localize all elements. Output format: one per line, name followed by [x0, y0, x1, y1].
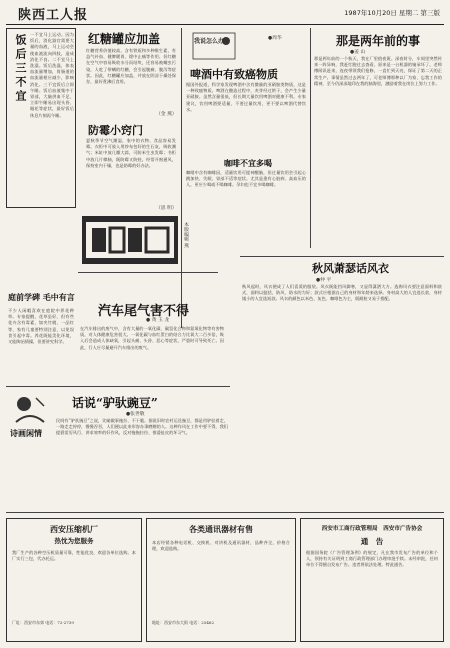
body-beer: 据国外报道，科学家发现啤酒中含有微量的亚硝胺类物质，这是一种致癌物质。啤酒在酿造过程中，麦芽经过烘干，会产生少量亚硝胺。虽然含量很低，但长期大量饮用啤酒对健康不利。专家建议，饮用啤酒要适量，不要过量饮用，更不要以啤酒代替饮水。: [186, 82, 306, 112]
byline-red-sugar: （金 燕）: [156, 112, 177, 117]
headline-two-years: 那是两年前的事: [336, 34, 421, 48]
byline-autumn: ●仲 平: [316, 278, 332, 283]
notice-left-title: 西安压缩机厂: [50, 525, 98, 534]
masthead: [6, 4, 444, 24]
byline-beer: ●周华: [268, 36, 282, 41]
banner-art-icon: [82, 216, 178, 264]
notice-right-body: 根据国务院《广告管理条例》的规定，凡在我市发布广告的单位和个人，须持有关证明到工商行政管理部门办理审批手续。未经审批，任何单位不得擅自发布广告。违者将依法处理。特此通告。: [306, 550, 438, 568]
body-song: 民间有“驴驮豌豆”之说，比喻做事拖拉、不干脆。据说旧时农村运送豌豆，都是用驴驮着走，一路走走停停，慢慢吞吞，人们便以此来形容办事磨蹭的人。这种作风在工作中要不得，我们提倡雷厉风行、讲求效率的好作风，反对拖拖拉拉、推诿扯皮的坏习气。: [56, 418, 228, 436]
notice-left-contact: 厂址：西安市东郊 电话：72-2739: [12, 620, 74, 625]
rule-autumn: [240, 256, 444, 257]
column-divider-right: [310, 28, 311, 248]
body-red-sugar: 红糖营养价值较高，含有铁质和多种维生素，有益气补血、健脾暖胃、缓中止痛等作用。但红糖在空气中容易吸收水分而结块，还容易被螨虫污染，人吃了带螨的红糖，会引起腹痛、腹泻等症状。因此，红糖罐应加盖，并放在阴凉干燥处保存，最好煮沸后食用。: [86, 48, 176, 85]
headline-lugou: 庭前学碑 毛中有言: [8, 292, 75, 302]
decorative-banner: [82, 216, 178, 264]
notice-mid-contact: 地址：西安市东大街 电话：25462: [152, 620, 214, 625]
body-two-years: 那是两年前的一个秋天，我在厂里值夜班。深夜时分，车间里突然传来一阵异响，我赶忙跑过去查看，原来是一台机器的轴承坏了。老师傅闻讯赶来，连夜带领我们抢修，一直忙到天亮，保证了第二天的正常生产。事情虽然过去两年了，可老师傅那种以厂为家、忘我工作的精神，至今仍深深地印在我的脑海里，激励着我在岗位上努力工作。: [314, 56, 442, 86]
notice-right-subtitle: 通 告: [360, 537, 384, 546]
body-autumn: 秋风起时，风衣便成了人们喜爱的服装。风衣既能挡风御寒，又显得潇洒大方。选购风衣要注意面料和款式，面料以挺括、防风、防水的为好；款式应根据自己的身材和年龄来选择。身材高大的人宜选长款，身材矮小的人宜选短款。风衣的颜色以米色、灰色、咖啡色为主，既耐脏又易于搭配。: [242, 284, 442, 302]
headline-fangmei: 防霉小窍门: [88, 124, 143, 137]
byline-driving: ● 黄 玉 龙: [146, 318, 170, 323]
notice-left-subtitle: 热忱为您服务: [54, 537, 94, 545]
paper-name: 陕西工人报: [18, 8, 89, 23]
newspaper-page: [6, 4, 444, 644]
notice-mid-body: 本店经销各种电话机、交换机、对讲机及通讯器材，品种齐全，价格合理，欢迎选购。: [152, 540, 290, 552]
body-fangmei: 夏秋季节空气潮湿，家中的衣物、食品容易发霉。衣柜中可放入用纱布包好的生石灰，吸收潮气；米缸中放几瓣大蒜，可防米生虫发霉；书柜中放几片樟脑，既防霉又防蛀。经常开窗通风，保持室内干燥，也是防霉的好办法。: [86, 138, 176, 168]
rule-song: [6, 386, 230, 387]
ad-box-caption: 本版编辑 燕: [183, 222, 188, 248]
headline-beer: 啤酒中有致癌物质: [190, 68, 278, 81]
headline-coffee: 咖啡不宜多喝: [224, 158, 272, 168]
body-ai-tuo: 一不宜马上运动。因为饭后，消化器官需要大量的血液，马上运动会使血液流向四肢，造成消化不良。二不宜马上洗澡。饭后洗澡，体表血流量增加，胃肠道的血流量相应减少，影响消化。三不宜饭后立即午睡。饭后血液集中于胃部，大脑供血不足，立即午睡易出现头昏、眼花等症状，最好饭后休息片刻再午睡。: [30, 32, 74, 118]
ink-figure-icon: [10, 392, 50, 426]
column-label: 我说怎么办: [194, 38, 225, 45]
headline-autumn: 秋风萧瑟话风衣: [312, 262, 389, 275]
notice-mid-title: 各类通讯器材有售: [189, 525, 253, 534]
issue-info: 1987年10月20日 星期二 第三版: [344, 9, 440, 17]
byline-fangmei: （思 明）: [156, 206, 177, 211]
body-lugou: 不少人闲暇喜欢在庭院中养花种草。专家提醒，花草虽好，但有些花卉含有毒素，如夹竹桃、一品红等，家有儿童要特别注意，以免误食引起中毒。养花既能美化环境，又能陶冶情操，但要讲究科学。: [8, 308, 74, 345]
poem-vignette: [10, 392, 50, 426]
body-coffee: 咖啡中含有咖啡因，适量饮用可提神醒脑，但过量饮用会引起心跳加快、失眠、胃部不适等症状。尤其是患有心脏病、高血压的人，更应少喝或不喝咖啡。孕妇也不宜多喝咖啡。: [186, 170, 306, 188]
notice-left-body: 我厂生产的各种空压机质量可靠，性能优良，欢迎各单位选购。本厂实行三包，代办托运。: [12, 550, 136, 562]
headline-song: 话说“驴驮豌豆”: [72, 396, 158, 410]
headline-red-sugar: 红糖罐应加盖: [88, 32, 161, 46]
headline-song-side: 诗画闲情: [10, 428, 42, 438]
rule-bottom: [6, 512, 444, 513]
byline-song: ●张世敬: [126, 412, 145, 417]
byline-two-years: ●姜 山: [350, 50, 366, 55]
headline-ai-tuo: 饭后三不宜: [14, 34, 27, 104]
column-divider: [181, 28, 182, 328]
body-driving: 在汽车排出的废气中，含有大量的一氧化碳、碳氢化合物和氮氧化物等有害物质，对人体健康危害很大。一氧化碳与血红蛋白的结合力比氧大二百多倍，吸入后会造成人体缺氧，引起头痛、头昏、恶心等症状，严重时可导致死亡。因此，行人应尽量避开汽车排出的废气。: [80, 326, 224, 350]
notice-right-title: 西安市工商行政管理局 西安市广告协会: [321, 526, 423, 532]
headline-driving: 汽车尾气害不得: [98, 304, 190, 319]
masthead-rule: [6, 24, 444, 25]
